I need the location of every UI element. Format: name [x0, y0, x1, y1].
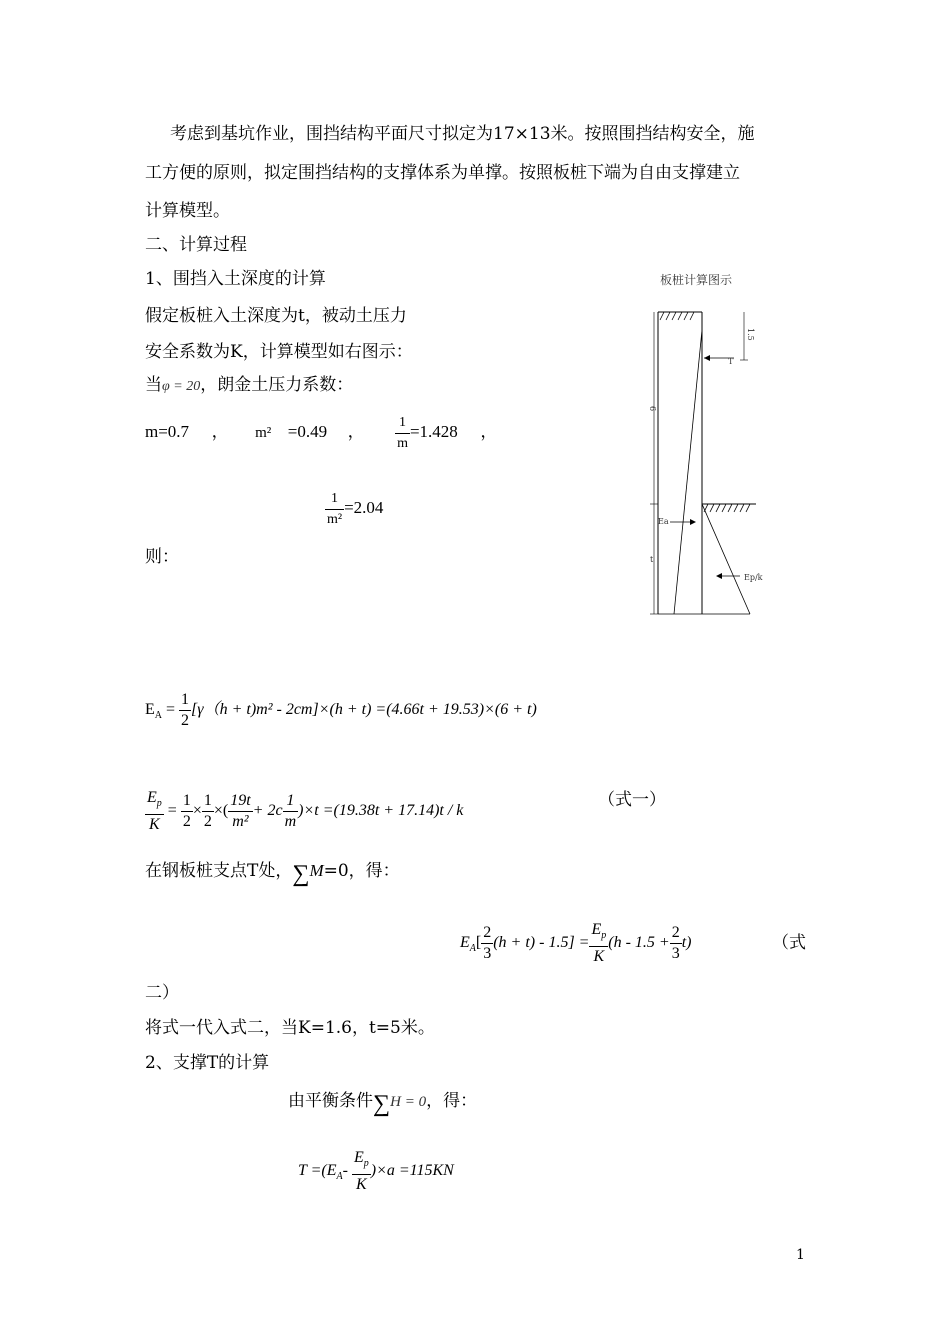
- fraction-ep-k: $\frac{E_p}{K}$: [591, 921, 607, 965]
- coef-sep: ，: [480, 422, 498, 441]
- paragraph-line: 考虑到基坑作业，围挡结构平面尺寸拟定为17×13米。按照围挡结构安全，施: [170, 124, 755, 144]
- coefficients-row: [145, 412, 497, 454]
- equation-tag: （式: [772, 933, 806, 953]
- fraction-ep-k: [145, 788, 164, 835]
- label-EpK: Ep/k: [744, 573, 763, 582]
- subsection-heading: 1、围挡入土深度的计算: [145, 269, 326, 289]
- coef-inv-m2-value: =2.04: [344, 498, 384, 517]
- assume-line: 假定板桩入土深度为t，被动土压力: [145, 306, 407, 326]
- phi-suffix: ，朗金土压力系数：: [200, 375, 354, 395]
- eq-lhs: E: [145, 701, 155, 718]
- equation-tag-end: 二）: [145, 983, 179, 1003]
- phi-prefix: 当: [145, 375, 162, 395]
- coef-m2-label: m²: [255, 425, 272, 441]
- fraction-19t-m2: $\frac{19t}{\text{m²}}$: [230, 792, 251, 830]
- coef-sep: ，: [211, 422, 229, 441]
- equation-tag: （式一）: [598, 790, 666, 810]
- frac-den: K: [145, 814, 164, 835]
- fraction-1-m: $\frac{1}{m}$: [284, 792, 297, 830]
- plus-2c: + 2c: [252, 802, 283, 820]
- paragraph-line: 工方便的原则，拟定围挡结构的支撑体系为单撑。按照板桩下端为自由支撑建立: [145, 163, 740, 183]
- eq-tail: )×t =(19.38t + 17.14)t / k: [298, 802, 464, 820]
- times-paren: ×(: [213, 802, 229, 820]
- coefficient-inv-m2: [325, 488, 383, 530]
- frac-num: 1: [331, 490, 339, 506]
- balance-line: 由平衡条件∑H = 0，得：: [288, 1091, 478, 1117]
- sheet-pile-diagram: [640, 262, 780, 622]
- fraction-half: $\frac{1}{2}$: [203, 792, 212, 830]
- times-sign: ×: [192, 802, 202, 820]
- frac-num: $E_p$: [147, 789, 162, 809]
- sum-m: ∑M: [292, 861, 324, 887]
- paragraph-line: 计算模型。: [145, 201, 230, 221]
- fraction-half: [179, 690, 191, 731]
- eq-body: [γ（h + t)m² - 2cm]×(h + t) =(4.66t + 19.53)×(6 + t): [191, 701, 537, 718]
- eq-sign: =: [166, 701, 176, 718]
- frac-num: 1: [181, 690, 190, 708]
- section-heading: 二、计算过程: [145, 235, 247, 255]
- label-T: T: [728, 357, 734, 366]
- fraction-half: $\frac{1}{2}$: [182, 792, 191, 830]
- label-top: 1.5: [746, 328, 755, 341]
- coef-m2-value: =0.49: [287, 422, 328, 441]
- fraction-2-3: $\frac{2}{3}$: [483, 924, 492, 962]
- equation-ep-over-k: [145, 788, 463, 835]
- frac-den: m²: [325, 509, 344, 530]
- frac-num: 1: [399, 414, 407, 430]
- eq-sign: =: [167, 802, 177, 820]
- phi-line: [145, 374, 353, 398]
- frac-den: 2: [181, 711, 190, 729]
- substitute-line: 将式一代入式二，当K=1.6，t=5米。: [145, 1018, 435, 1038]
- assume-line: 安全系数为K，计算模型如右图示：: [145, 342, 413, 362]
- sum-h: ∑H = 0: [373, 1091, 427, 1117]
- phi-value: φ = 20: [162, 379, 201, 394]
- coef-inv-m-value: =1.428: [409, 422, 458, 441]
- subsection-heading: 2、支撑T的计算: [145, 1053, 270, 1073]
- then-label: 则：: [145, 547, 179, 567]
- equation-ea: [145, 688, 537, 738]
- fraction-1-over-m2: [325, 489, 344, 530]
- label-h: 6: [648, 406, 657, 412]
- eq-lhs-sub: A: [154, 710, 163, 721]
- equation-2: $E_A$[ $\frac{2}{3}$ (h + t) - 1.5] = $\frac{E_p}{K}$ (h - 1.5 + $\frac{2}{3}$ t): [460, 921, 692, 965]
- fraction-ep-k: $\frac{E_p}{K}$: [353, 1149, 369, 1193]
- diagram-title: 板桩计算图示: [660, 273, 733, 287]
- coef-sep: ，: [347, 422, 365, 441]
- frac-den: m: [395, 433, 410, 454]
- page-number: 1: [796, 1247, 805, 1263]
- moment-line: 在钢板桩支点T处，∑M=0，得：: [145, 861, 400, 887]
- coef-m: m=0.7: [145, 422, 190, 441]
- label-t: t: [650, 555, 654, 564]
- fraction-1-over-m: [395, 413, 410, 454]
- label-Ea: Ea: [658, 517, 669, 526]
- equation-t: $T =(E_A-$ $\frac{E_p}{K}$ )×a =115KN: [298, 1149, 454, 1193]
- fraction-2-3: $\frac{2}{3}$: [671, 924, 680, 962]
